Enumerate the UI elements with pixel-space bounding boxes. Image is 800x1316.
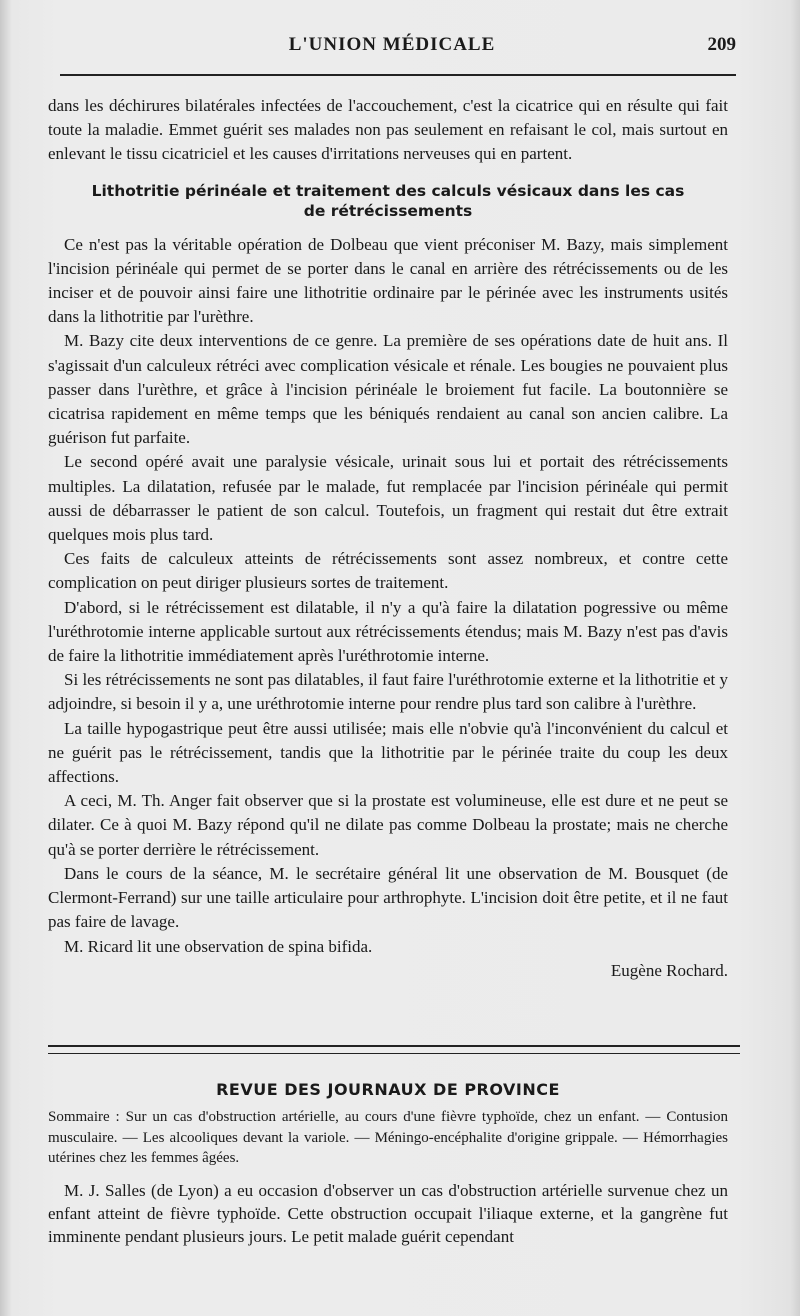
article-paragraph-4: Ces faits de calculeux atteints de rétrécissements sont assez nombreux, et contre cette complication on peut diriger plusieurs sortes de traitement. xyxy=(48,549,728,593)
journal-review-section xyxy=(48,1080,728,1248)
section-title xyxy=(48,181,728,221)
header-rule xyxy=(60,74,736,76)
journal-review-title: REVUE DES JOURNAUX DE PROVINCE xyxy=(216,1080,560,1099)
article-paragraph-8: A ceci, M. Th. Anger fait observer que si la prostate est volumineuse, elle est dure et ne peut se dilater. Ce à quoi M. Bazy répond qu'il ne dilate pas comme Dolbeau la prostate; mais ne cherche qu'à se porter derrière le rétrécissement. xyxy=(48,791,728,859)
section-title-line-1: Lithotritie périnéale et traitement des calculs vésicaux dans les cas xyxy=(91,181,685,200)
page-number: 209 xyxy=(707,34,736,55)
author-signature: Eugène Rochard. xyxy=(610,960,728,980)
journal-first-paragraph: M. J. Salles (de Lyon) a eu occasion d'observer un cas d'obstruction artérielle survenue chez un enfant atteint de fièvre typhoïde. Cette obstruction occupait l'iliaque externe, et la gangrène fut imminente pendant plusieurs jours. Le petit malade guérit cependant xyxy=(48,1180,728,1246)
article-paragraph-2: M. Bazy cite deux interventions de ce genre. La première de ses opérations date de huit ans. Il s'agissait d'un calculeux rétréci avec complication vésicale et rénale. Les bougies ne pouvaient plus passer dans l'urèthre, et grâce à l'incision périnéale le broiement fut facile. La boutonnière se cicatrisa rapidement en même temps que les béniqués rendaient au canal son ancien calibre. La guérison fut parfaite. xyxy=(48,331,728,448)
article-paragraph-10: M. Ricard lit une observation de spina bifida. xyxy=(64,936,373,956)
section-divider xyxy=(48,1045,740,1054)
article-paragraph-1: Ce n'est pas la véritable opération de Dolbeau que vient préconiser M. Bazy, mais simplement l'incision périnéale qui permet de se porter dans le canal en arrière des rétrécissements ou de les inciser et de pouvoir ainsi faire une lithotritie ordinaire par le périnée avec les instruments usités dans la lithotritie par l'urèthre. xyxy=(48,234,728,327)
article-body xyxy=(48,94,728,983)
article-paragraph-7: La taille hypogastrique peut être aussi utilisée; mais elle n'obvie qu'à l'inconvénient du calcul et ne guérit pas le rétrécissement, tandis que la lithotritie par le périnée traite du coup les deux affections. xyxy=(48,718,728,787)
article-paragraph-5: D'abord, si le rétrécissement est dilatable, il n'y a qu'à faire la dilatation pogressive ou même l'uréthrotomie interne applicable surtout aux rétrécissements étendus; mais M. Bazy n'est pas d'avis de faire la lithotritie immédiatement après l'uréthrotomie interne. xyxy=(48,597,728,666)
intro-paragraph: dans les déchirures bilatérales infectées de l'accouchement, c'est la cicatrice qui en résulte qui fait toute la maladie. Emmet guérit ses malades non pas seulement en refaisant le col, mais surtout en enlevant le tissu cicatriciel et les causes d'irritations nerveuses qui en partent. xyxy=(48,96,728,164)
running-header xyxy=(48,34,736,68)
article-paragraph-6: Si les rétrécissements ne sont pas dilatables, il faut faire l'uréthrotomie externe et la lithotritie et y adjoindre, si besoin il y a, une uréthrotomie interne pour rendre plus tard son calibre à l'urèthre. xyxy=(48,670,728,714)
section-title-line-2: de rétrécissements xyxy=(303,201,473,220)
article-paragraph-3: Le second opéré avait une paralysie vésicale, urinait sous lui et portait des rétrécissements multiples. La dilatation, refusée par le malade, fut remplacée par l'incision périnéale qui permit aussi de débarrasser le patient de son calcul. Toutefois, un fragment qui restait dut être extrait quelques mois plus tard. xyxy=(48,452,728,545)
article-paragraph-9: Dans le cours de la séance, M. le secrétaire général lit une observation de M. Bousquet (de Clermont-Ferrand) sur une taille articulaire pour arthrophyte. L'incision doit être petite, et il ne faut pas faire de lavage. xyxy=(48,863,728,932)
summary-paragraph: Sommaire : Sur un cas d'obstruction artérielle, au cours d'une fièvre typhoïde, chez un enfant. — Contusion musculaire. — Les alcooliques devant la variole. — Méningo-encéphalite d'origine grippale. — Hémorrhagies utérines chez les femmes âgées. xyxy=(48,1109,728,1166)
running-title: L'UNION MÉDICALE xyxy=(288,34,496,55)
